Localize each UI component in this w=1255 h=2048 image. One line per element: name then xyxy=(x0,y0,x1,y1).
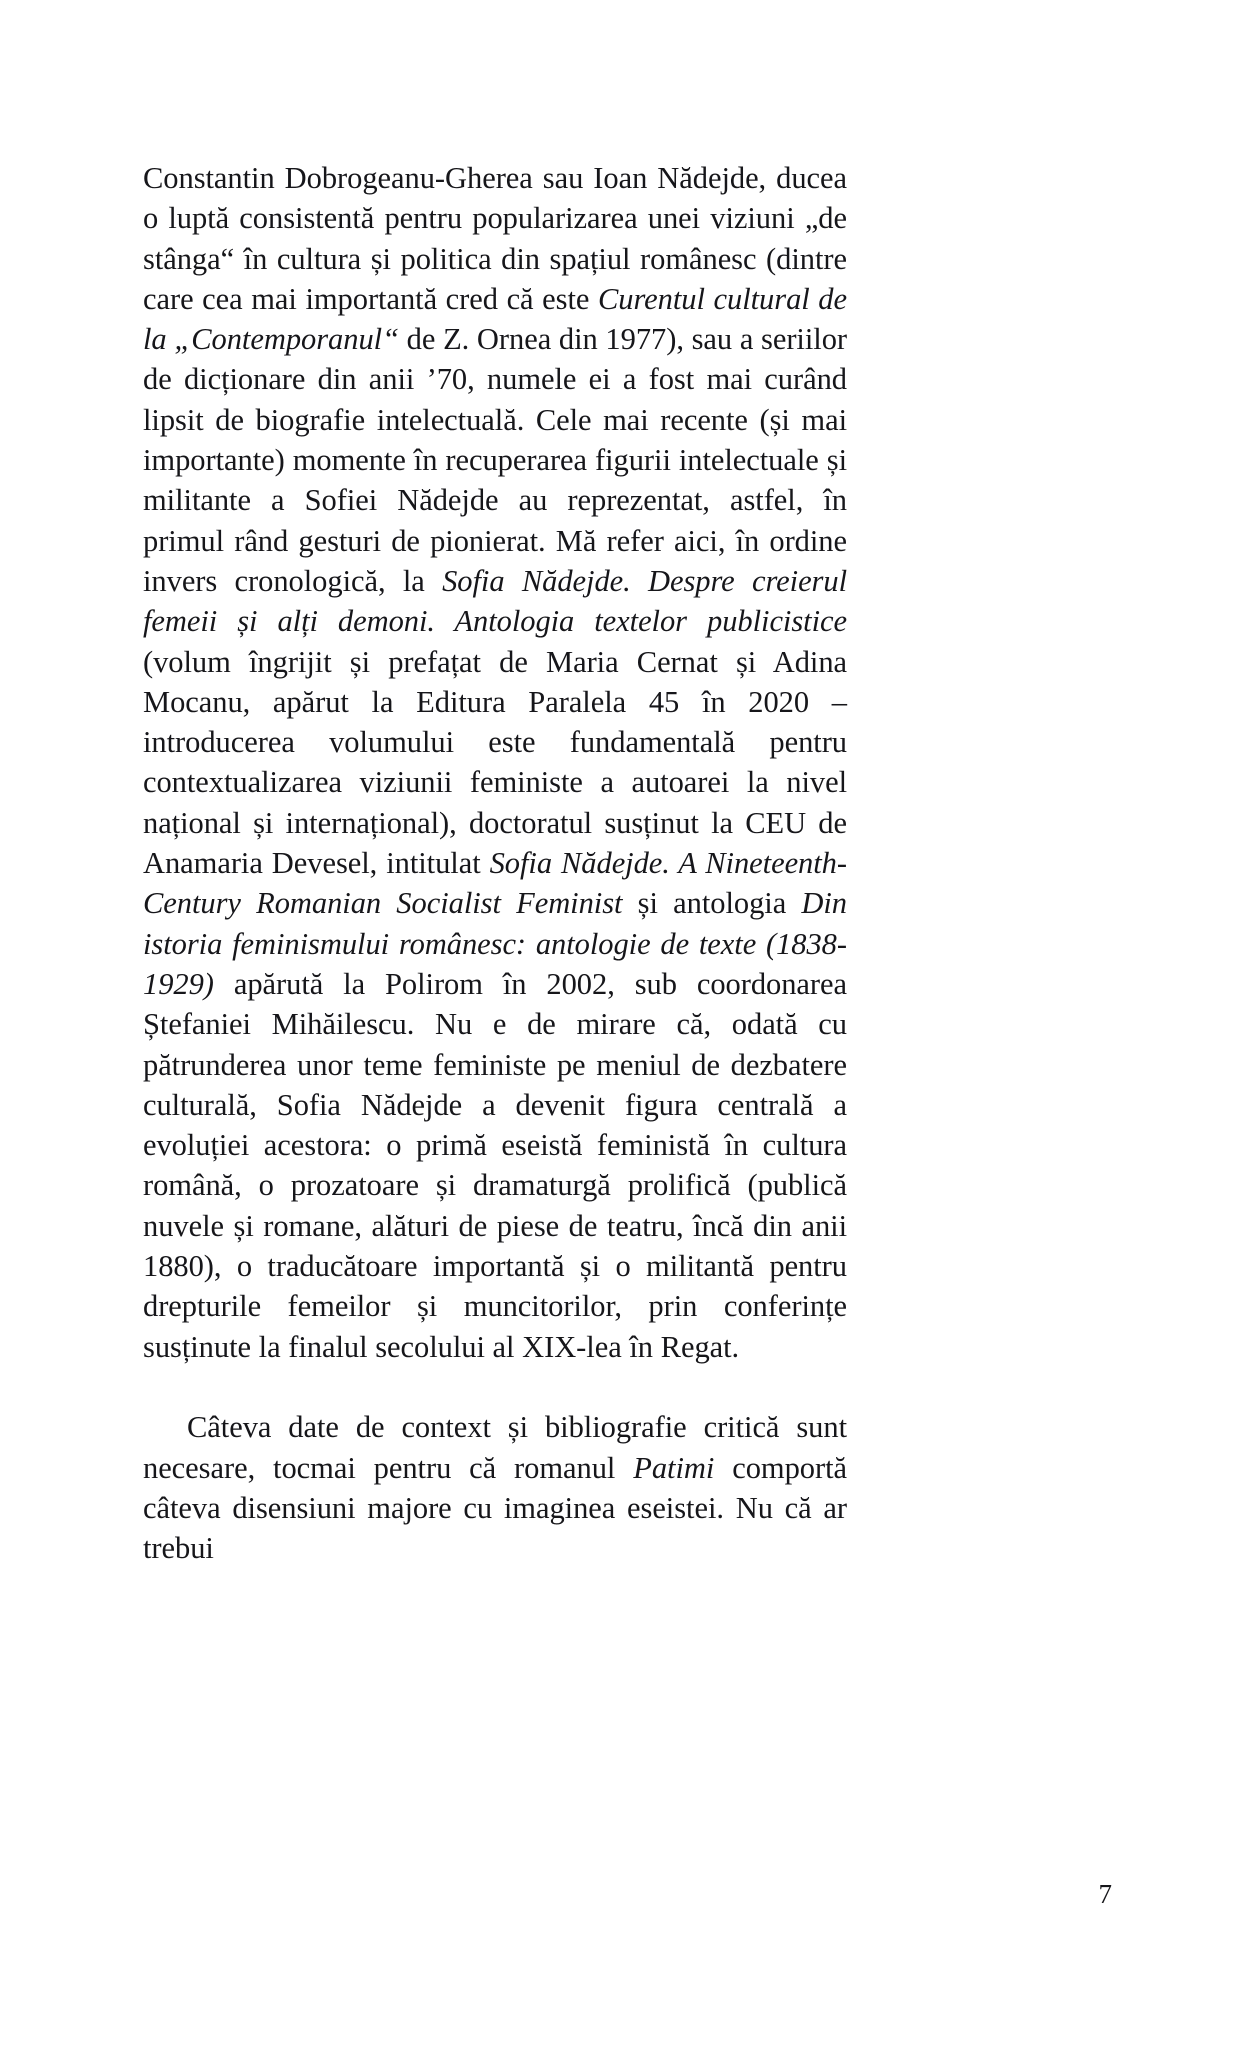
text-run: (volum îngrijit și prefațat de Maria Cernat și Adina Mocanu, apărut la Editura Paralela 45 în 2020 – introducerea volumului este fundamentală pentru contextualizarea viziunii feministe a autoarei la nivel național și internațional), doctoratul susținut la CEU de Anamaria Devesel, intitulat xyxy=(143,644,847,881)
italic-title-run: Sofia Nădejde. A Nineteenth-Century Romanian Socialist Feminist xyxy=(143,846,847,921)
italic-title-run: Din istoria feminismului românesc: antologie de texte (1838-1929) xyxy=(143,886,847,1001)
italic-title-run: Sofia Nădejde. Despre creierul femeii și alți demoni. Antologia textelor publicistice xyxy=(143,563,847,639)
text-run: apărută la Polirom în 2002, sub coordonarea Ștefaniei Mihăilescu. Nu e de mirare că, odată cu pătrunderea unor teme feministe pe meniul de dezbatere culturală, Sofia Nădejde a devenit figura centrală a evoluției acestora: o primă eseistă feministă în cultura română, o prozatoare și dramaturgă prolifică (publică nuvele și romane, alături de piese de teatru, încă din anii 1880), o traducătoare importantă și o militantă pentru drepturile femeilor și muncitorilor, prin conferințe susținute la finalul secolului al XIX-lea în Regat. xyxy=(143,966,847,1364)
page-text-block xyxy=(143,158,847,1568)
text-run: și antologia xyxy=(622,886,802,921)
text-run: comportă câteva disensiuni majore cu imaginea eseistei. Nu că ar trebui xyxy=(143,1450,847,1566)
body-paragraph-2 xyxy=(143,1407,847,1568)
text-run: Constantin Dobrogeanu-Gherea sau Ioan Nădejde, ducea o luptă consistentă pentru popularizarea unei viziuni „de stânga“ în cultura și politica din spațiul românesc (dintre care cea mai importantă cred că este xyxy=(143,161,847,316)
text-run: de Z. Ornea din 1977), sau a seriilor de dicționare din anii ’70, numele ei a fost mai curând lipsit de biografie intelectuală. Cele mai recente (și mai importante) momente în recuperarea figurii intelectuale și militante a Sofiei Nădejde au reprezentat, astfel, în primul rând gesturi de pionierat. Mă refer aici, în ordine invers cronologică, la xyxy=(143,322,847,598)
text-run: Câteva date de context și bibliografie critică sunt necesare, tocmai pentru că romanul xyxy=(143,1410,847,1485)
body-paragraph-1 xyxy=(143,158,847,1367)
page-number: 7 xyxy=(1098,1879,1112,1909)
italic-title-run: Patimi xyxy=(633,1450,715,1485)
italic-title-run: Curentul cultural de la „Contemporanul“ xyxy=(143,281,847,357)
